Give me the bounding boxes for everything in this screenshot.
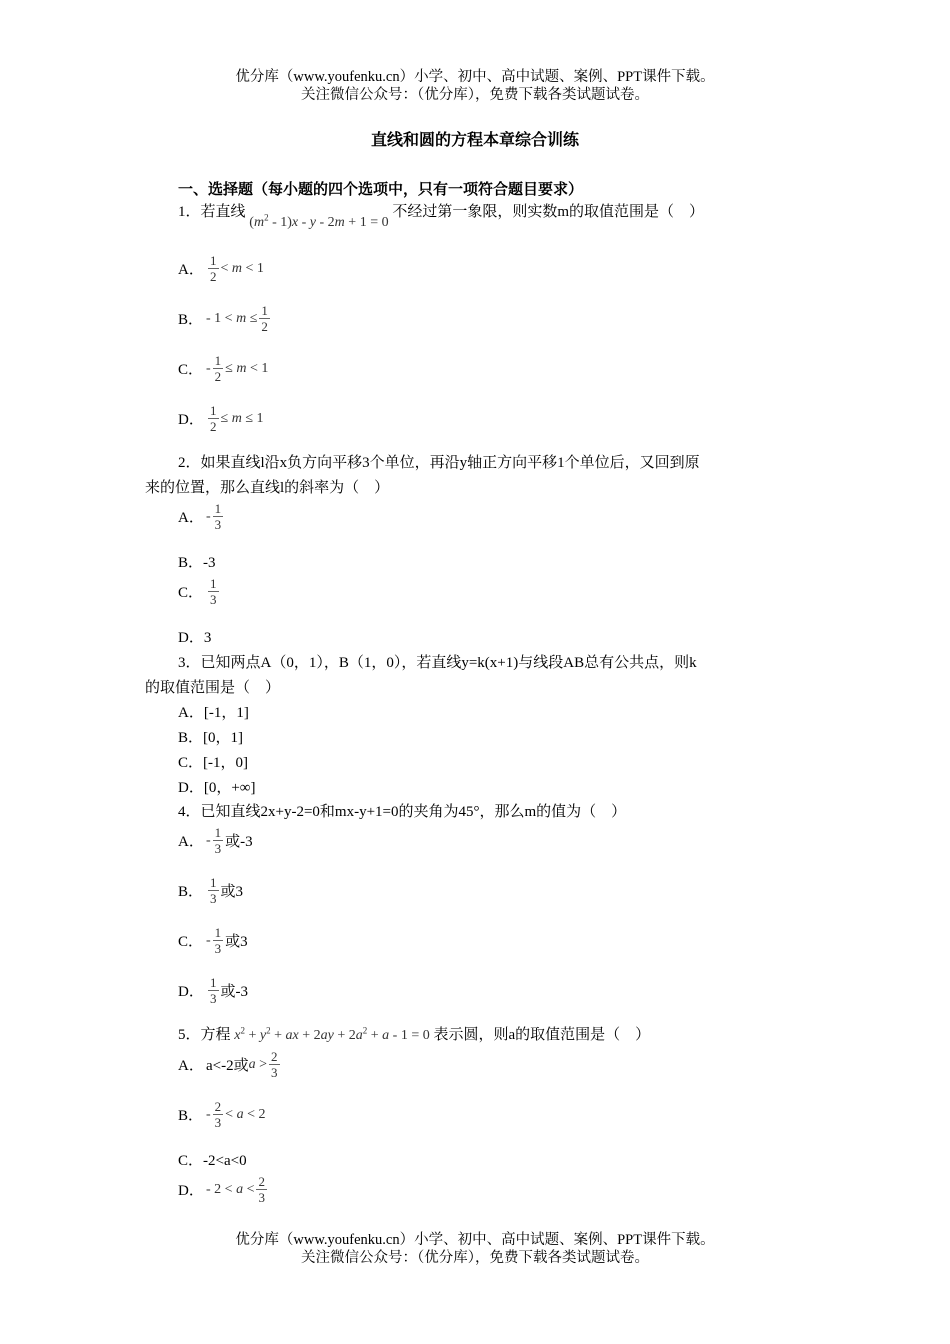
q2-option-c: C． $\frac{1}{3}$ <box>178 576 217 607</box>
question-2-line-1: 2．如果直线l沿x负方向平移3个单位，再沿y轴正方向平移1个单位后，又回到原 <box>178 455 700 471</box>
fraction: $\frac{1}{3}$ <box>214 825 222 856</box>
question-5: 5．方程 $x^2 + y^2$ + ax + $2ay + 2a^2 + a - 1 = 0$ 表示圆，则a的取值范围是（ ） <box>178 1025 651 1043</box>
fraction: $\frac{1}{3}$ <box>210 975 217 1006</box>
q1-equation: $(m^2 - 1)x - y - 2m + 1 = 0$ <box>249 212 389 230</box>
q1-option-d: D． $\frac{1}{2}$ ≤ m ≤ 1 <box>178 403 264 434</box>
q5-option-d: D． - 2 < a < $\frac{2}{3}$ <box>178 1174 265 1205</box>
footer-line-1: 优分库（www.youfenku.cn）小学、初中、高中试题、案例、PPT课件下载。 <box>235 1232 715 1248</box>
q5-option-c: C．-2<a<0 <box>178 1153 247 1169</box>
q2-option-d: D．3 <box>178 630 212 646</box>
fraction: $\frac{1}{2}$ <box>210 253 217 284</box>
fraction: $\frac{1}{3}$ <box>214 925 222 956</box>
section-heading: 一、选择题（每小题的四个选项中，只有一项符合题目要求） <box>178 182 584 198</box>
question-2-line-2: 来的位置，那么直线l的斜率为（ ） <box>145 480 390 496</box>
question-3-line-1: 3．已知两点A（0，1），B（1，0），若直线y=k(x+1)与线段AB总有公共点，则k <box>178 655 697 671</box>
q5-option-a: A． a<-2或 a > $\frac{2}{3}$ <box>178 1049 278 1080</box>
fraction: $\frac{2}{3}$ <box>271 1049 278 1080</box>
fraction: $\frac{2}{3}$ <box>214 1099 222 1130</box>
q4-option-d: D． $\frac{1}{3}$ 或-3 <box>178 975 248 1006</box>
q1-suffix: 不经过第一象限，则实数m的取值范围是（ ） <box>392 204 705 220</box>
q5-option-b: B． - $\frac{2}{3}$ < a < 2 <box>178 1099 266 1130</box>
fraction: $\frac{1}{2}$ <box>261 303 268 334</box>
question-1 <box>178 200 705 230</box>
fraction: $\frac{1}{3}$ <box>210 875 217 906</box>
q1-option-a: A． $\frac{1}{2}$ < m < 1 <box>178 253 264 284</box>
q3-option-d: D．[0，+∞] <box>178 780 256 796</box>
q4-option-a: A． - $\frac{1}{3}$ 或-3 <box>178 825 253 856</box>
q3-option-a: A．[-1，1] <box>178 705 249 721</box>
q2-option-b: B．-3 <box>178 555 216 571</box>
q5-equation: $x^2 + y^2$ + ax + $2ay + 2a^2 + a - 1 = 0$ <box>234 1025 430 1043</box>
question-3-line-2: 的取值范围是（ ） <box>145 680 281 696</box>
q1-prefix: 1．若直线 <box>178 204 246 220</box>
fraction: $\frac{1}{2}$ <box>210 403 217 434</box>
question-4: 4．已知直线2x+y-2=0和mx-y+1=0的夹角为45°，那么m的值为（ ） <box>178 804 627 820</box>
fraction: $\frac{2}{3}$ <box>258 1174 265 1205</box>
q1-option-b: B． - 1 < m ≤ $\frac{1}{2}$ <box>178 303 268 334</box>
fraction: $\frac{1}{3}$ <box>210 576 217 607</box>
fraction: $\frac{1}{2}$ <box>214 353 222 384</box>
q4-option-b: B． $\frac{1}{3}$ 或3 <box>178 875 244 906</box>
q4-option-c: C． - $\frac{1}{3}$ 或3 <box>178 925 248 956</box>
header-line-2: 关注微信公众号：（优分库），免费下载各类试题试卷。 <box>301 87 649 103</box>
q1-option-c: C． - $\frac{1}{2}$ ≤ m < 1 <box>178 353 269 384</box>
header-line-1: 优分库（www.youfenku.cn）小学、初中、高中试题、案例、PPT课件下载。 <box>235 69 715 85</box>
footer-line-2: 关注微信公众号：（优分库），免费下载各类试题试卷。 <box>301 1250 649 1266</box>
page-title: 直线和圆的方程本章综合训练 <box>370 132 579 149</box>
fraction: $\frac{1}{3}$ <box>214 501 222 532</box>
q3-option-c: C．[-1，0] <box>178 755 248 771</box>
q2-option-a: A． - $\frac{1}{3}$ <box>178 501 222 532</box>
q3-option-b: B．[0，1] <box>178 730 243 746</box>
